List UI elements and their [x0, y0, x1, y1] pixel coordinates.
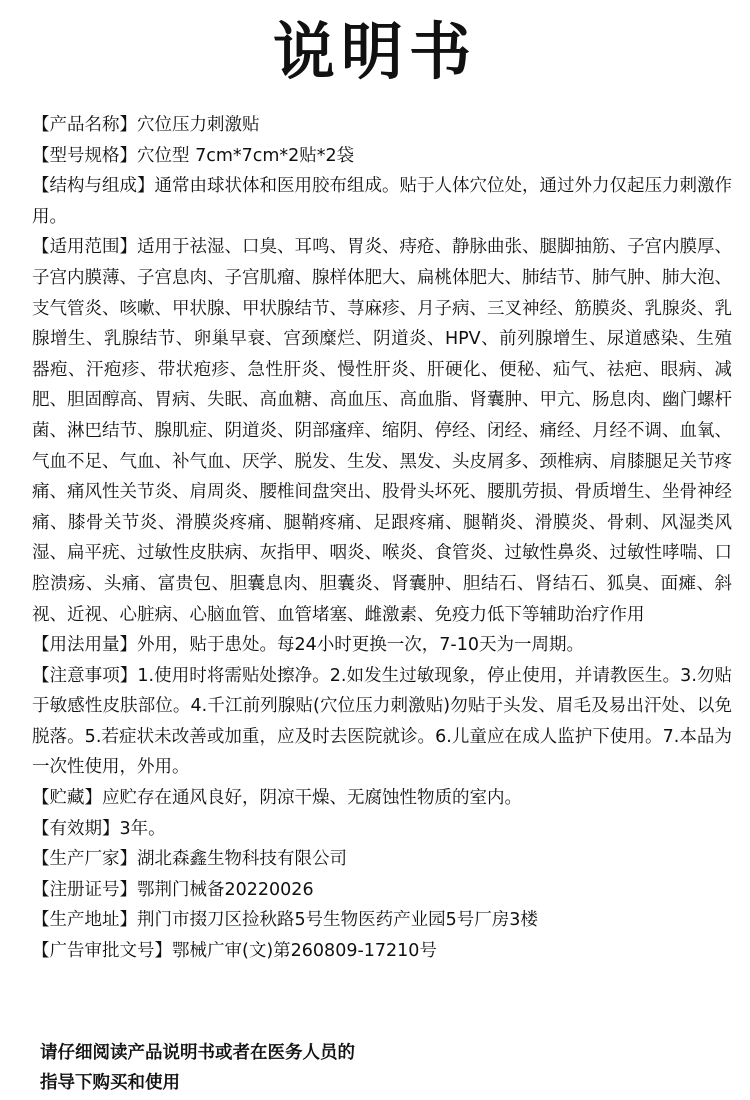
- section-label: 【贮藏】: [32, 788, 102, 809]
- section-text: 外用，贴于患处。每24小时更换一次，7-10天为一周期。: [137, 635, 584, 656]
- section-text: 通常由球状体和医用胶布组成。贴于人体穴位处，通过外力仅起压力刺激作用。: [32, 176, 732, 227]
- section-storage: [32, 783, 732, 814]
- section-registration: [32, 875, 732, 906]
- section-text: 鄂荆门械备20220026: [137, 879, 314, 900]
- section-scope: [32, 232, 732, 630]
- section-text: 鄂械广审(文)第260809-17210号: [172, 941, 437, 962]
- section-label: 【结构与组成】: [32, 176, 155, 197]
- purchase-notice: [40, 1038, 460, 1098]
- section-text: 湖北森鑫生物科技有限公司: [137, 849, 347, 870]
- section-address: [32, 905, 732, 936]
- section-label: 【型号规格】: [32, 145, 137, 166]
- section-product-name: [32, 110, 732, 141]
- section-model-spec: [32, 141, 732, 172]
- notice-line-2: 指导下购买和使用: [40, 1073, 180, 1093]
- section-label: 【有效期】: [32, 818, 120, 839]
- section-text: 穴位压力刺激贴: [137, 115, 260, 135]
- section-label: 【生产地址】: [32, 910, 137, 931]
- section-text: 应贮存在通风良好，阴凉干燥、无腐蚀性物质的室内。: [102, 788, 522, 809]
- section-text: 穴位型 7cm*7cm*2贴*2袋: [137, 145, 355, 166]
- section-label: 【适用范围】: [32, 237, 137, 258]
- section-precautions: [32, 661, 732, 783]
- section-manufacturer: [32, 844, 732, 875]
- section-ad-approval: [32, 936, 732, 967]
- section-label: 【用法用量】: [32, 635, 137, 656]
- section-label: 【注意事项】: [32, 665, 138, 686]
- notice-line-1: 请仔细阅读产品说明书或者在医务人员的: [40, 1043, 355, 1063]
- section-text: 3年。: [119, 818, 166, 839]
- section-label: 【注册证号】: [32, 879, 137, 900]
- section-validity: [32, 814, 732, 845]
- section-text: 1.使用时将需贴处擦净。2.如发生过敏现象，停止使用，并请教医生。3.勿贴于敏感性皮肤部位。4.千江前列腺贴(穴位压力刺激贴)勿贴于头发、眉毛及易出汗处、以免脱落。5.若症状未改善或加重，应及时去医院就诊。6.儿童应在成人监护下使用。7.本品为一次性使用，外用。: [32, 665, 732, 778]
- page-title: 说明书: [272, 15, 477, 88]
- section-structure: [32, 171, 732, 232]
- section-text: 荆门市掇刀区捡秋路5号生物医药产业园5号厂房3楼: [137, 910, 538, 931]
- section-label: 【生产厂家】: [32, 849, 137, 870]
- section-text: 适用于祛湿、口臭、耳鸣、胃炎、痔疮、静脉曲张、腿脚抽筋、子宫内膜厚、子宫内膜薄、子宫息肉、子宫肌瘤、腺样体肥大、扁桃体肥大、肺结节、肺气肿、肺大泡、支气管炎、咳嗽、甲状腺、甲状腺结节、荨麻疹、月子病、三叉神经、筋膜炎、乳腺炎、乳腺增生、乳腺结节、卵巢早衰、宫颈糜烂、阴道炎、HPV、前列腺增生、尿道感染、生殖器疱、汗疱疹、带状疱疹、急性肝炎、慢性肝炎、肝硬化、便秘、疝气、祛疤、眼病、减肥、胆固醇高、胃病、失眠、高血糖、高血压、高血脂、肾囊肿、甲亢、肠息肉、幽门螺杆菌、淋巴结节、腺肌症、阴道炎、阴部瘙痒、缩阴、停经、闭经、痛经、月经不调、血氧、气血不足、气血、补气血、厌学、脱发、生发、黑发、头皮屑多、颈椎病、肩膝腿足关节疼痛、痛风性关节炎、肩周炎、腰椎间盘突出、股骨头坏死、腰肌劳损、骨质增生、坐骨神经痛、膝骨关节炎、滑膜炎疼痛、腿鞘疼痛、足跟疼痛、腿鞘炎、滑膜炎、骨刺、风湿类风湿、扁平疣、过敏性皮肤病、灰指甲、咽炎、喉炎、食管炎、过敏性鼻炎、过敏性哮喘、口腔溃疡、头痛、富贵包、胆囊息肉、胆囊炎、肾囊肿、胆结石、肾结石、狐臭、面瘫、斜视、近视、心脏病、心脑血管、血管堵塞、雌激素、免疫力低下等辅助治疗作用: [32, 237, 732, 625]
- section-usage: [32, 630, 732, 661]
- section-label: 【广告审批文号】: [32, 941, 172, 962]
- section-label: 【产品名称】: [32, 115, 137, 135]
- instruction-body: [32, 110, 732, 967]
